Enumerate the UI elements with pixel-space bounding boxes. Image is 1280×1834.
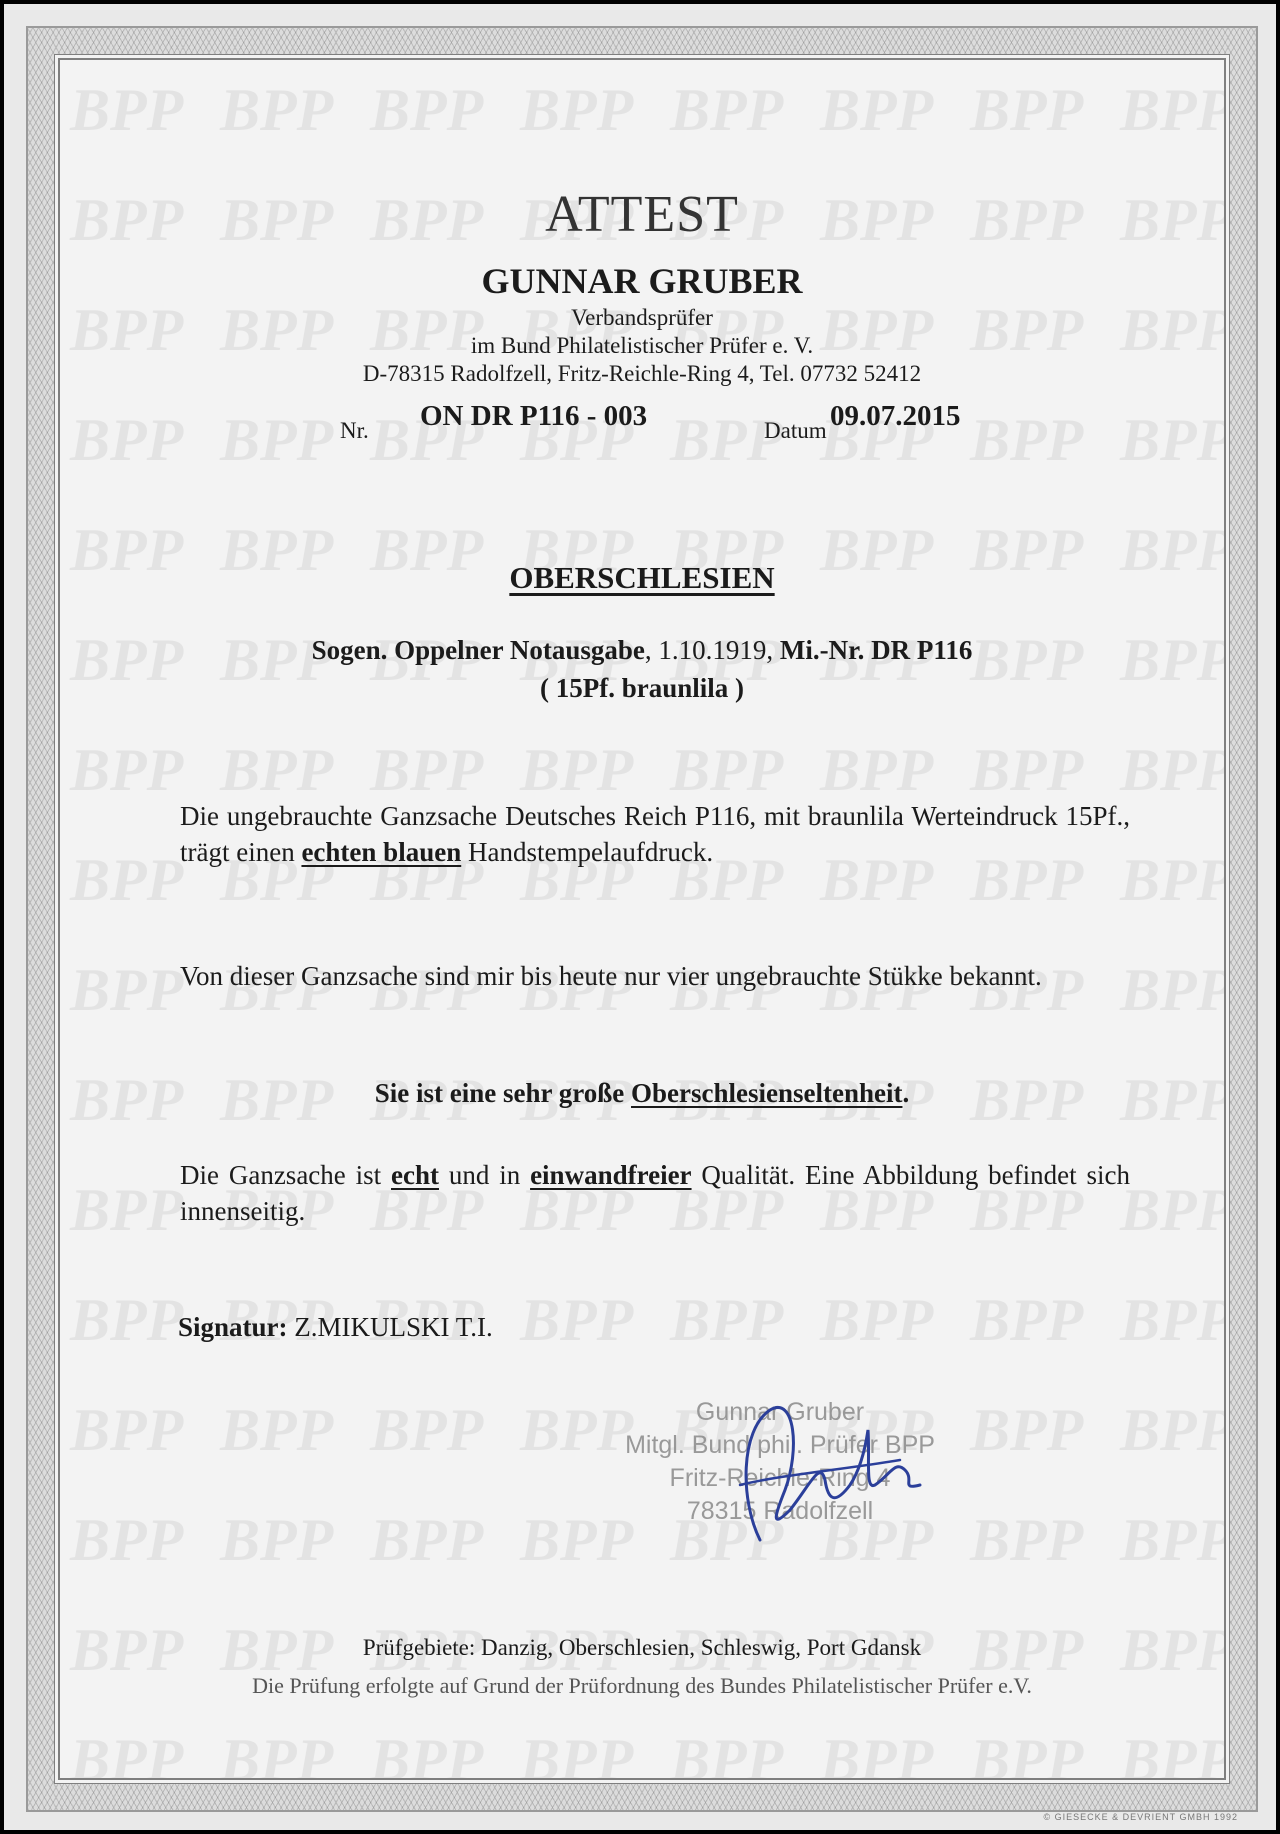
description-paragraph bbox=[180, 798, 1130, 870]
examination-fields bbox=[60, 1635, 1224, 1661]
printer-credit: © GIESECKE & DEVRIENT GMBH 1992 bbox=[1043, 1812, 1238, 1822]
signatur-label: Signatur: bbox=[178, 1312, 288, 1342]
signatur-line bbox=[178, 1312, 493, 1343]
examiner-role: Verbandsprüfer bbox=[571, 305, 713, 330]
address: D-78315 Radolfzell, Fritz-Reichle-Ring 4, Tel. 07732 52412 bbox=[362, 361, 922, 386]
issue-date: , 1.10.1919, bbox=[644, 635, 774, 665]
para1-text-a: Die ungebrauchte Ganzsache Deutsches Reich P116, mit braunlila Werteindruck 15Pf., trägt einen bbox=[180, 801, 1130, 867]
stamp-line: Mitgl. Bund phil. Prüfer BPP bbox=[625, 1431, 935, 1459]
rarity-text-a: Sie ist eine sehr große bbox=[374, 1078, 632, 1108]
stamp-line: 78315 Radolfzell bbox=[686, 1497, 874, 1525]
rarity-emphasis: Oberschlesienseltenheit bbox=[631, 1078, 903, 1108]
quality-paragraph bbox=[180, 1157, 1130, 1229]
issue-line bbox=[60, 635, 1224, 666]
region-text: OBERSCHLESIEN bbox=[509, 560, 775, 595]
known-copies-paragraph: Von dieser Ganzsache sind mir bis heute nur vier ungebrauchte Stükke bekannt. bbox=[180, 961, 1042, 991]
para1-emphasis: echten blauen bbox=[301, 837, 462, 867]
certificate-date: 09.07.2015 bbox=[830, 400, 961, 432]
handwritten-signature bbox=[700, 1390, 940, 1550]
certificate-sheet bbox=[4, 4, 1276, 1830]
para4-text-c: Qualität. Eine Abbildung befindet sich innenseitig. bbox=[180, 1160, 1130, 1226]
certificate-title: ATTEST bbox=[545, 186, 739, 243]
certificate-body bbox=[58, 58, 1226, 1780]
stamp-line: Fritz-Reichle-Ring 4 bbox=[669, 1464, 891, 1492]
rarity-text-b: . bbox=[902, 1078, 910, 1108]
para4-emphasis-quality: einwandfreier bbox=[530, 1160, 692, 1190]
para4-text-b: und in bbox=[438, 1160, 531, 1190]
association: im Bund Philatelistischer Prüfer e. V. bbox=[470, 333, 814, 358]
signatur-value: Z.MIKULSKI T.I. bbox=[287, 1312, 493, 1342]
examiner-name: GUNNAR GRUBER bbox=[481, 261, 803, 301]
fields-value: Danzig, Oberschlesien, Schleswig, Port Gdansk bbox=[475, 1635, 922, 1660]
stamp-line: Gunnar Gruber bbox=[695, 1398, 865, 1426]
rarity-line bbox=[60, 1078, 1224, 1109]
issue-value: ( 15Pf. braunlila ) bbox=[539, 673, 744, 703]
issue-name: Sogen. Oppelner Notausgabe bbox=[311, 635, 645, 665]
certificate-number: ON DR P116 - 003 bbox=[420, 400, 648, 432]
para4-emphasis-echt: echt bbox=[391, 1160, 439, 1190]
number-label: Nr. bbox=[340, 418, 369, 443]
date-label: Datum bbox=[764, 418, 827, 443]
fields-label: Prüfgebiete: bbox=[362, 1635, 476, 1660]
para1-text-b: Handstempelaufdruck. bbox=[461, 837, 714, 867]
issue-catalog: Mi.-Nr. DR P116 bbox=[779, 635, 973, 665]
region-heading bbox=[60, 560, 1224, 596]
para4-text-a: Die Ganzsache ist bbox=[180, 1160, 391, 1190]
footer-note: Die Prüfung erfolgte auf Grund der Prüfordnung des Bundes Philatelistischer Prüfer e.V. bbox=[252, 1673, 1032, 1698]
